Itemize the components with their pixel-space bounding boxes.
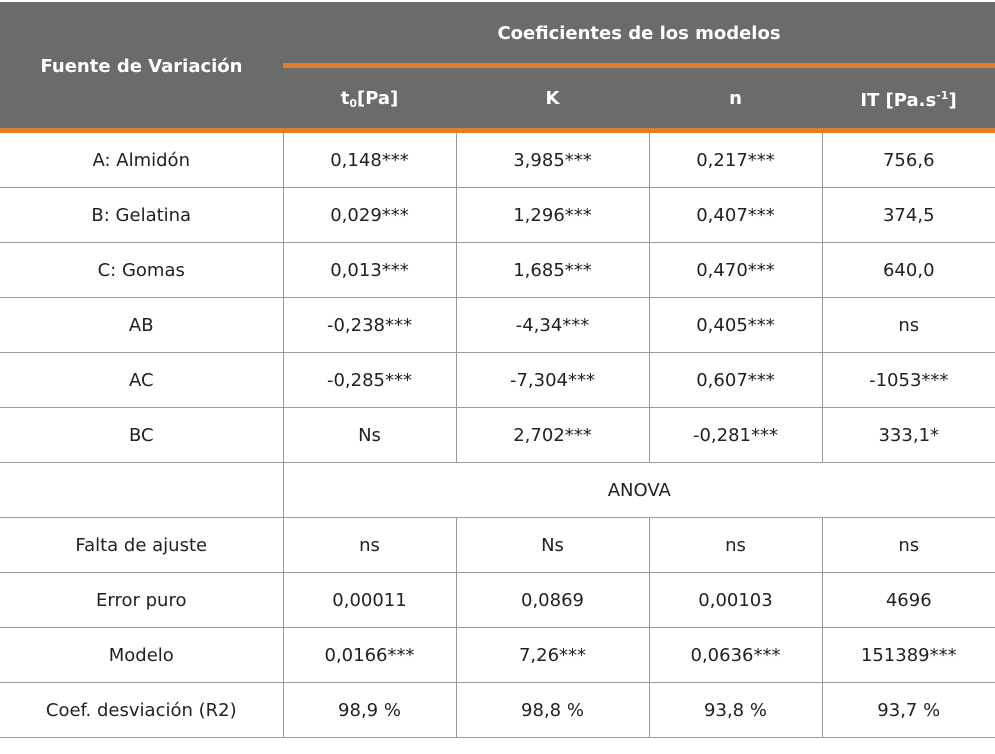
cell-it: 333,1* xyxy=(822,408,995,463)
header-col-it-sup: -1 xyxy=(936,89,949,102)
table-row xyxy=(0,188,995,243)
cell-n: 0,0636*** xyxy=(649,628,822,683)
header-col-it xyxy=(822,90,995,110)
cell-k: 98,8 % xyxy=(456,683,649,738)
cell-n: 0,405*** xyxy=(649,298,822,353)
anova-label: ANOVA xyxy=(283,463,995,518)
table-row xyxy=(0,408,995,463)
cell-it: -1053*** xyxy=(822,353,995,408)
cell-k: -4,34*** xyxy=(456,298,649,353)
cell-it: 640,0 xyxy=(822,243,995,298)
cell-k: -7,304*** xyxy=(456,353,649,408)
cell-t0: 98,9 % xyxy=(283,683,456,738)
header-coeficientes: Coeficientes de los modelos xyxy=(497,23,781,44)
cell-k: 2,702*** xyxy=(456,408,649,463)
cell-n: 0,607*** xyxy=(649,353,822,408)
cell-n: 0,217*** xyxy=(649,133,822,188)
row-label: Modelo xyxy=(0,628,283,683)
cell-k: Ns xyxy=(456,518,649,573)
cell-k: 3,985*** xyxy=(456,133,649,188)
cell-n: 0,470*** xyxy=(649,243,822,298)
cell-k: 1,685*** xyxy=(456,243,649,298)
cell-it: 151389*** xyxy=(822,628,995,683)
row-label: B: Gelatina xyxy=(0,188,283,243)
table-row xyxy=(0,298,995,353)
table-row xyxy=(0,133,995,188)
row-label: AC xyxy=(0,353,283,408)
cell-t0: 0,0166*** xyxy=(283,628,456,683)
anova-row xyxy=(0,463,995,518)
table-row xyxy=(0,353,995,408)
header-col-t0-sub: 0 xyxy=(349,97,357,110)
cell-t0: 0,029*** xyxy=(283,188,456,243)
cell-t0: -0,238*** xyxy=(283,298,456,353)
header-col-t0 xyxy=(283,90,456,109)
header-col-k: K xyxy=(545,88,560,109)
row-label: Error puro xyxy=(0,573,283,628)
cell-it: 4696 xyxy=(822,573,995,628)
row-label: C: Gomas xyxy=(0,243,283,298)
table-row xyxy=(0,628,995,683)
cell-n: 0,407*** xyxy=(649,188,822,243)
header-col-it-main: IT [Pa.s xyxy=(860,90,937,111)
cell-it: ns xyxy=(822,298,995,353)
cell-k: 0,0869 xyxy=(456,573,649,628)
table-row xyxy=(0,573,995,628)
header-fuente: Fuente de Variación xyxy=(40,56,243,77)
cell-t0: 0,00011 xyxy=(283,573,456,628)
cell-n: -0,281*** xyxy=(649,408,822,463)
cell-n: 0,00103 xyxy=(649,573,822,628)
table-row xyxy=(0,518,995,573)
cell-t0: Ns xyxy=(283,408,456,463)
cell-n: ns xyxy=(649,518,822,573)
header-col-t0-main: t xyxy=(340,88,350,109)
cell-t0: 0,013*** xyxy=(283,243,456,298)
header-col-n: n xyxy=(729,88,742,109)
cell-n: 93,8 % xyxy=(649,683,822,738)
row-label: AB xyxy=(0,298,283,353)
cell-t0: -0,285*** xyxy=(283,353,456,408)
table-row xyxy=(0,243,995,298)
row-label: A: Almidón xyxy=(0,133,283,188)
table-row xyxy=(0,683,995,738)
anova-label-empty xyxy=(0,463,283,518)
header-col-it-end: ] xyxy=(948,90,957,111)
cell-t0: ns xyxy=(283,518,456,573)
cell-k: 1,296*** xyxy=(456,188,649,243)
row-label: BC xyxy=(0,408,283,463)
cell-it: 756,6 xyxy=(822,133,995,188)
table-body xyxy=(0,133,995,738)
cell-t0: 0,148*** xyxy=(283,133,456,188)
header-divider xyxy=(283,63,995,68)
row-label: Coef. desviación (R2) xyxy=(0,683,283,738)
header-col-t0-unit: [Pa] xyxy=(356,88,399,109)
cell-k: 7,26*** xyxy=(456,628,649,683)
row-label: Falta de ajuste xyxy=(0,518,283,573)
cell-it: 93,7 % xyxy=(822,683,995,738)
cell-it: ns xyxy=(822,518,995,573)
cell-it: 374,5 xyxy=(822,188,995,243)
